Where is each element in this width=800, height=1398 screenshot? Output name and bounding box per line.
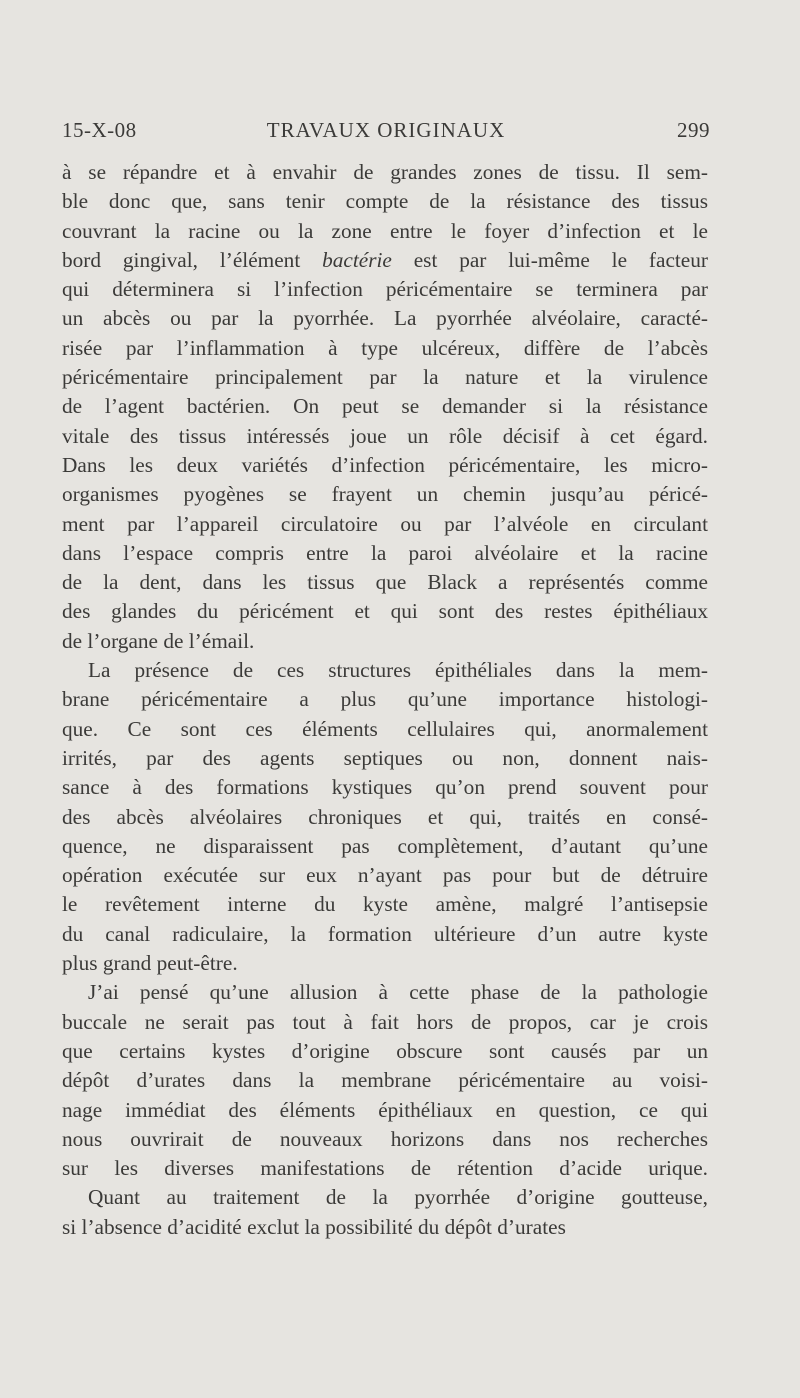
text-line: ment par l’appareil circulatoire ou par l’alvéole en circulant — [62, 511, 708, 536]
body-text — [62, 158, 708, 1242]
text-line: de la dent, dans les tissus que Black a représentés comme — [62, 570, 708, 595]
page-number: 299 — [677, 118, 710, 142]
text-line: brane péricémentaire a plus qu’une importance histologi- — [62, 687, 708, 712]
text-segment: bord gingival, l’élément — [62, 247, 323, 272]
text-line: La présence de ces structures épithéliales dans la mem- — [88, 658, 708, 683]
text-line: ble donc que, sans tenir compte de la résistance des tissus — [62, 189, 708, 214]
text-line: nous ouvrirait de nouveaux horizons dans nos recherches — [62, 1126, 708, 1151]
text-line: du canal radiculaire, la formation ultérieure d’un autre kyste — [62, 921, 708, 946]
text-line: organismes pyogènes se frayent un chemin jusqu’au péricé- — [62, 482, 708, 507]
text-segment: est par lui-même le facteur — [391, 247, 708, 272]
text-line: si l’absence d’acidité exclut la possibilité du dépôt d’urates — [62, 1214, 566, 1239]
text-line: nage immédiat des éléments épithéliaux en question, ce qui — [62, 1097, 708, 1122]
text-line: opération exécutée sur eux n’ayant pas pour but de détruire — [62, 863, 708, 888]
section-title: TRAVAUX ORIGINAUX — [266, 118, 506, 142]
text-line: buccale ne serait pas tout à fait hors de propos, car je crois — [62, 1009, 708, 1034]
text-line: Quant au traitement de la pyorrhée d’origine goutteuse, — [88, 1185, 708, 1210]
running-header — [62, 118, 710, 150]
text-line: sur les diverses manifestations de rétention d’acide urique. — [62, 1156, 708, 1181]
text-line — [62, 246, 708, 275]
text-line: risée par l’inflammation à type ulcéreux, diffère de l’abcès — [62, 335, 708, 360]
issue-date: 15-X-08 — [62, 118, 137, 142]
text-line: Dans les deux variétés d’infection péricémentaire, les micro- — [62, 452, 708, 477]
text-line: J’ai pensé qu’une allusion à cette phase de la pathologie — [88, 980, 708, 1005]
emphasis-text: bactérie — [322, 247, 392, 272]
text-line: plus grand peut-être. — [62, 951, 238, 976]
text-line: que certains kystes d’origine obscure sont causés par un — [62, 1038, 708, 1063]
text-line: des abcès alvéolaires chroniques et qui, traités en consé- — [62, 804, 708, 829]
text-line: couvrant la racine ou la zone entre le foyer d’infection et le — [62, 218, 708, 243]
text-line: un abcès ou par la pyorrhée. La pyorrhée alvéolaire, caracté- — [62, 306, 708, 331]
text-line: qui déterminera si l’infection péricémentaire se terminera par — [62, 277, 708, 302]
text-line: quence, ne disparaissent pas complètement, d’autant qu’une — [62, 833, 708, 858]
text-line: vitale des tissus intéressés joue un rôle décisif à cet égard. — [62, 423, 708, 448]
text-line: irrités, par des agents septiques ou non, donnent nais- — [62, 745, 708, 770]
text-line: dépôt d’urates dans la membrane péricémentaire au voisi- — [62, 1068, 708, 1093]
text-line: que. Ce sont ces éléments cellulaires qui, anormalement — [62, 716, 708, 741]
text-line: à se répandre et à envahir de grandes zones de tissu. Il sem- — [62, 160, 708, 184]
text-line: de l’agent bactérien. On peut se demander si la résistance — [62, 394, 708, 419]
text-line: de l’organe de l’émail. — [62, 628, 255, 653]
text-line: le revêtement interne du kyste amène, malgré l’antisepsie — [62, 892, 708, 917]
text-line: péricémentaire principalement par la nature et la virulence — [62, 365, 708, 390]
text-line: sance à des formations kystiques qu’on prend souvent pour — [62, 775, 708, 800]
text-line: dans l’espace compris entre la paroi alvéolaire et la racine — [62, 540, 708, 565]
text-line: des glandes du péricément et qui sont des restes épithéliaux — [62, 599, 708, 624]
